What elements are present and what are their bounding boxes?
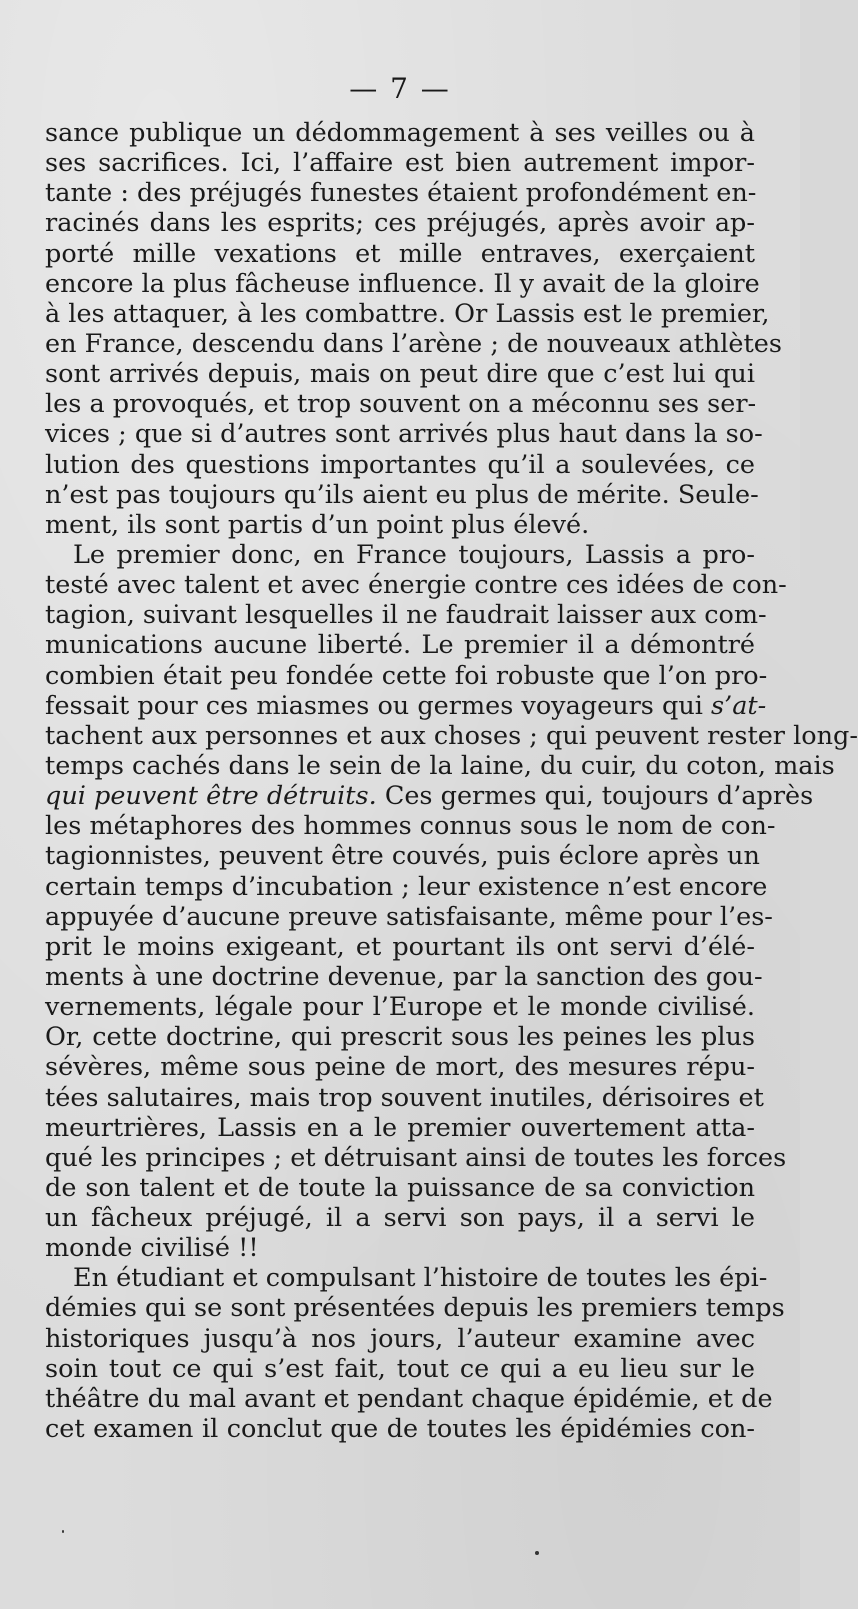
- text-line: soin tout ce qui s’est fait, tout ce qui a eu lieu sur le: [45, 1353, 755, 1384]
- body-text: [45, 118, 858, 1445]
- text-line: sévères, même sous peine de mort, des mesures répu-: [45, 1052, 755, 1083]
- text-line: sance publique un dédommagement à ses veilles ou à: [45, 118, 755, 148]
- text-line: combien était peu fondée cette foi robuste que l’on pro-: [45, 660, 768, 691]
- text-line: ses sacrifices. Ici, l’affaire est bien autrement impor-: [45, 148, 755, 179]
- text-line: démies qui se sont présentées depuis les premiers temps: [45, 1293, 785, 1324]
- text-line: munications aucune liberté. Le premier il a démontré: [45, 630, 755, 661]
- italic-line: temps cachés dans le sein de la laine, du cuir, du coton, mais: [45, 750, 835, 781]
- text-line: qué les principes ; et détruisant ainsi de toutes les forces: [45, 1142, 787, 1173]
- page-number: — 7 —: [349, 72, 451, 105]
- text-line: tées salutaires, mais trop souvent inutiles, dérisoires et: [45, 1082, 764, 1113]
- text-line: tante : des préjugés funestes étaient profondément en-: [45, 178, 757, 209]
- text-line: vernements, légale pour l’Europe et le monde civilisé.: [45, 992, 755, 1023]
- text-line: [45, 781, 814, 812]
- text-line: à les attaquer, à les combattre. Or Lassis est le premier,: [45, 298, 770, 329]
- text-line: tagion, suivant lesquelles il ne faudrait laisser aux com-: [45, 600, 767, 631]
- italic-run: qui peuvent être détruits.: [45, 781, 377, 812]
- text-line: ments à une doctrine devenue, par la sanction des gou-: [45, 961, 763, 992]
- italic-run: s’at-: [702, 690, 767, 721]
- text-line: certain temps d’incubation ; leur existence n’est encore: [45, 871, 768, 902]
- text-line: lution des questions importantes qu’il a soulevées, ce: [45, 449, 755, 480]
- text-line: encore la plus fâcheuse influence. Il y avait de la gloire: [45, 268, 760, 299]
- text-line: cet examen il conclut que de toutes les épidémies con-: [45, 1414, 755, 1445]
- text-line: théâtre du mal avant et pendant chaque épidémie, et de: [45, 1383, 773, 1414]
- text-line: En étudiant et compulsant l’histoire de toutes les épi-: [73, 1263, 768, 1294]
- text-line: prit le moins exigeant, et pourtant ils ont servi d’élé-: [45, 931, 755, 962]
- text-line: ment, ils sont partis d’un point plus élevé.: [45, 509, 590, 540]
- text-line: [45, 690, 767, 721]
- text-line: racinés dans les esprits; ces préjugés, après avoir ap-: [45, 208, 755, 239]
- text-line: appuyée d’aucune preuve satisfaisante, même pour l’es-: [45, 901, 773, 932]
- text-line: porté mille vexations et mille entraves, exerçaient: [45, 238, 755, 269]
- text-line: sont arrivés depuis, mais on peut dire que c’est lui qui: [45, 359, 755, 390]
- text-line: un fâcheux préjugé, il a servi son pays, il a servi le: [45, 1203, 755, 1234]
- paragraph-3: [45, 1263, 785, 1445]
- ink-speck: [535, 1551, 539, 1555]
- text-run: fessait pour ces miasmes ou germes voyageurs qui: [45, 690, 703, 721]
- text-line: Le premier donc, en France toujours, Lassis a pro-: [73, 539, 755, 570]
- text-line: en France, descendu dans l’arène ; de nouveaux athlètes: [45, 328, 782, 359]
- text-line: les métaphores des hommes connus sous le nom de con-: [45, 811, 776, 842]
- text-line: historiques jusqu’à nos jours, l’auteur examine avec: [45, 1323, 755, 1354]
- paragraph-2: [45, 539, 858, 1264]
- text-line: monde civilisé !!: [45, 1233, 259, 1264]
- text-line: vices ; que si d’autres sont arrivés plus haut dans la so-: [45, 419, 763, 450]
- text-line: n’est pas toujours qu’ils aient eu plus de mérite. Seule-: [45, 479, 759, 510]
- text-line: les a provoqués, et trop souvent on a méconnu ses ser-: [45, 389, 757, 420]
- text-line: meurtrières, Lassis en a le premier ouvertement atta-: [45, 1112, 755, 1143]
- text-run: Ces germes qui, toujours d’après: [376, 781, 814, 812]
- text-line: de son talent et de toute la puissance de sa conviction: [45, 1172, 755, 1203]
- text-line: testé avec talent et avec énergie contre ces idées de con-: [45, 570, 787, 601]
- text-line: Or, cette doctrine, qui prescrit sous les peines les plus: [45, 1022, 755, 1053]
- ink-speck: [62, 1530, 64, 1533]
- text-line: tagionnistes, peuvent être couvés, puis éclore après un: [45, 841, 760, 872]
- paragraph-1: [45, 118, 782, 540]
- italic-line: tachent aux personnes et aux choses ; qui peuvent rester long-: [45, 720, 858, 751]
